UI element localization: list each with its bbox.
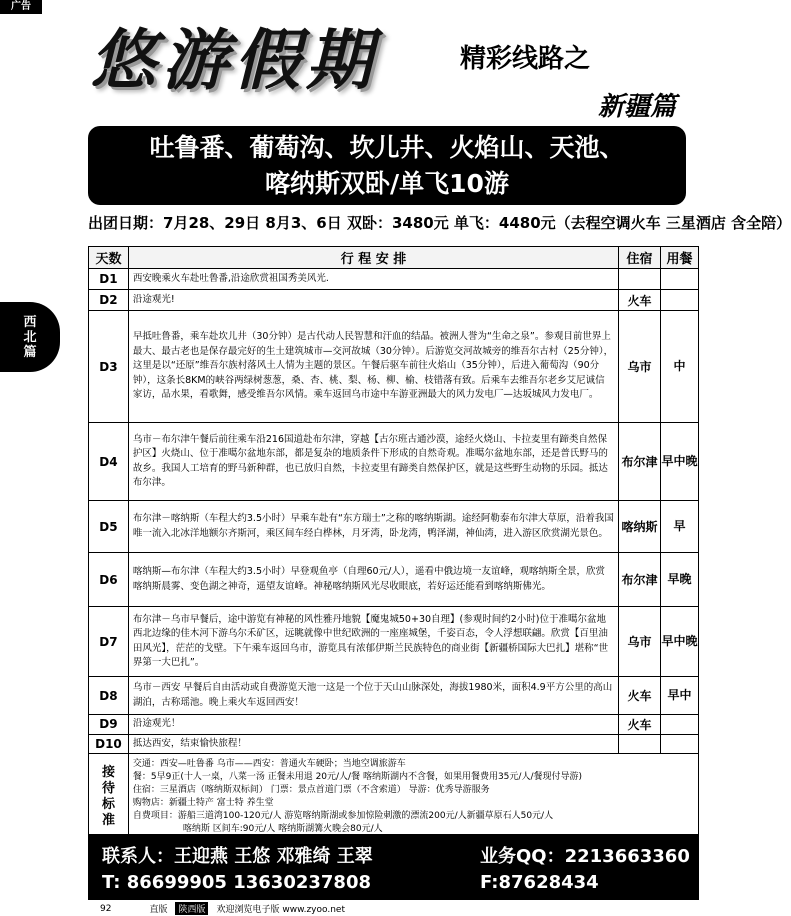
page-number: 92 xyxy=(100,903,112,914)
side-tab-char: 西 xyxy=(23,314,37,330)
meal-cell xyxy=(661,290,699,311)
stay-cell: 火车 xyxy=(619,715,661,735)
stay-cell: 乌市 xyxy=(619,311,661,423)
meal-cell: 早中晚 xyxy=(661,423,699,501)
ad-tag: 广告 xyxy=(0,0,42,14)
plan-cell: 乌市－布尔津午餐后前往乘车沿216国道赴布尔津，穿越【古尔班古通沙漠，途经火烧山、卡拉麦里有蹄类自然保护区】火烧山、位于准噶尔盆地东部，都是复杂的地质条件下形成的自然奇观。准噶尔盆地东部，还是普氏野马的故乡。我国人工培育的野马新种群，也已放归自然，卡拉麦里有蹄类自然保护区，就是这些野生动物的乐园。抵达布尔津。 xyxy=(128,423,618,501)
stay-cell: 火车 xyxy=(619,677,661,715)
meal-cell xyxy=(661,269,699,290)
meal-cell xyxy=(661,715,699,735)
table-row xyxy=(89,311,699,423)
day-cell: D6 xyxy=(89,553,129,607)
brand-region: 新疆篇 xyxy=(598,92,677,122)
footer-text: 欢迎浏览电子版 www.zyoo.net xyxy=(216,905,345,915)
header-meal: 用餐 xyxy=(661,247,699,269)
contact-people: 联系人：王迎燕 王悠 邓雅绮 王翠 xyxy=(102,846,373,867)
itinerary-table xyxy=(88,246,699,840)
route-line-2: 喀纳斯双卧/单飞10游 xyxy=(265,169,509,198)
route-banner xyxy=(88,126,686,205)
section-side-tab xyxy=(0,302,60,372)
notes-label-char: 准 xyxy=(101,812,115,828)
note-meals: 餐：5早9正(十人一桌，八菜一汤 正餐未用退 20元/人/餐 喀纳斯湖内不含餐，如果用餐费用35元/人/餐现付导游) xyxy=(132,771,582,782)
day-cell: D10 xyxy=(89,734,129,754)
contact-qq: 业务QQ：2213663360 xyxy=(480,846,690,867)
stay-cell: 布尔津 xyxy=(619,553,661,607)
stay-cell: 喀纳斯 xyxy=(619,501,661,553)
page-footer xyxy=(100,902,345,915)
notes-cell xyxy=(128,754,698,840)
contact-bar xyxy=(88,834,699,900)
meal-cell: 早中 xyxy=(661,677,699,715)
meal-cell: 早晚 xyxy=(661,553,699,607)
table-row xyxy=(89,715,699,735)
stay-cell xyxy=(619,269,661,290)
day-cell: D9 xyxy=(89,715,129,735)
table-row xyxy=(89,501,699,553)
route-line-1: 吐鲁番、葡萄沟、坎儿井、火焰山、天池、 xyxy=(149,133,625,162)
plan-cell: 早抵吐鲁番，乘车赴坎儿井（30分钟）是古代动人民智慧和汗血的结晶。被洲人誉为“生命之泉”。参观目前世界上最大、最古老也是保存最完好的生土建筑城市—交河故城（30分钟）。后游览交河故城旁的维吾尔古村（25分钟），这里是以“还原”维吾尔族村落风土人情为主题的景区。午餐后驱车前往火焰山（35分钟），后进入葡萄沟（90分钟），这条长8KM的峡谷两绿树葱葱，桑、杏、桃、梨、杨、柳、榆、枝错落有致。后乘车去维吾尔老乡艾尼诚信家访，品水果，看歌舞，感受维吾尔风情。乘车返回乌市途中车游亚洲最大的风力发电厂—达坂城风力发电厂。 xyxy=(128,311,618,423)
day-cell: D1 xyxy=(89,269,129,290)
brand-title: 悠游假期 xyxy=(90,21,378,99)
note-optional-cont: 喀纳斯 区间车:90元/人 喀纳斯湖篝火晚会80元/人 xyxy=(182,823,383,834)
notes-label-char: 接 xyxy=(101,764,115,780)
footer-badge: 陕西版 xyxy=(175,902,208,915)
table-row xyxy=(89,423,699,501)
plan-cell: 抵达西安，结束愉快旅程！ xyxy=(128,734,618,754)
day-cell: D7 xyxy=(89,607,129,677)
meal-cell: 早 xyxy=(661,501,699,553)
table-header-row xyxy=(89,247,699,269)
stay-cell: 火车 xyxy=(619,290,661,311)
reception-standard-row xyxy=(89,754,699,840)
table-row xyxy=(89,290,699,311)
stay-cell: 乌市 xyxy=(619,607,661,677)
table-row xyxy=(89,734,699,754)
header-plan: 行 程 安 排 xyxy=(128,247,618,269)
table-row xyxy=(89,269,699,290)
plan-cell: 沿途观光！ xyxy=(128,715,618,735)
table-row xyxy=(89,553,699,607)
brand-subtitle: 精彩线路之 xyxy=(460,44,591,74)
notes-label-char: 标 xyxy=(101,796,115,812)
side-tab-char: 北 xyxy=(23,329,37,345)
plan-cell: 布尔津－喀纳斯（车程大约3.5小时）早乘车赴有“东方瑞士”之称的喀纳斯湖。途经阿勒泰布尔津大草原，沿着我国唯一流入北冰洋地额尔齐斯河，乘区间车经白桦林，月牙湾，卧龙湾，鸭泽湖，神仙湾，进入游区欣赏湖光景色。 xyxy=(128,501,618,553)
notes-label-char: 待 xyxy=(101,780,115,796)
day-cell: D4 xyxy=(89,423,129,501)
header-day: 天数 xyxy=(89,247,129,269)
note-hotel: 住宿：三星酒店（喀纳斯双标间） 门票：景点首道门票（不含索道） 导游：优秀导游服务 xyxy=(132,784,490,795)
notes-label-cell xyxy=(89,754,129,840)
side-tab-char: 篇 xyxy=(23,344,37,360)
plan-cell: 西安晚乘火车赴吐鲁番,沿途欣赏祖国秀美风光. xyxy=(128,269,618,290)
departure-info: 出团日期：7月28、29日 8月3、6日 双卧：3480元 单飞：4480元（去程空调火车 三星酒店 含全陪） xyxy=(88,214,791,232)
note-transport: 交通：西安—吐鲁番 乌市——西安：普通火车硬卧；当地空调旅游车 xyxy=(132,758,406,769)
meal-cell: 中 xyxy=(661,311,699,423)
contact-phone: T: 86699905 13630237808 xyxy=(102,872,371,893)
note-optional: 自费项目：游船三道湾100-120元/人 游览喀纳斯湖或参加惊险刺激的漂流200元/人新疆草原石人50元/人 xyxy=(132,810,554,821)
day-cell: D5 xyxy=(89,501,129,553)
day-cell: D3 xyxy=(89,311,129,423)
meal-cell: 早中晚 xyxy=(661,607,699,677)
header-stay: 住宿 xyxy=(619,247,661,269)
plan-cell: 喀纳斯—布尔津（车程大约3.5小时）早登观鱼亭（自理60元/人），遥看中俄边境一友谊峰，观喀纳斯全景，欣赏喀纳斯晨雾、变色湖之神奇，遥望友谊峰。神秘喀纳斯风光尽收眼底，若好运还能看到喀纳斯佛光。 xyxy=(128,553,618,607)
stay-cell xyxy=(619,734,661,754)
day-cell: D2 xyxy=(89,290,129,311)
contact-fax: F:87628434 xyxy=(480,872,599,893)
plan-cell: 乌市－西安 早餐后自由活动或自费游览天池一这是一个位于天山山脉深处，海拔1980米，面积4.9平方公里的高山湖泊，古称瑶池。晚上乘火车返回西安！ xyxy=(128,677,618,715)
day-cell: D8 xyxy=(89,677,129,715)
note-shopping: 购物店：新疆土特产 富士特 养生堂 xyxy=(132,797,274,808)
stay-cell: 布尔津 xyxy=(619,423,661,501)
plan-cell: 沿途观光! xyxy=(128,290,618,311)
table-row xyxy=(89,607,699,677)
footer-edition: 直版 xyxy=(149,905,168,915)
table-row xyxy=(89,677,699,715)
plan-cell: 布尔津－乌市早餐后，途中游览有神秘的风性雅丹地貌【魔鬼城50+30自理】(参观时间约2小时)位于准噶尔盆地西北边缘的佳木河下游乌尔禾矿区，远眺就像中世纪欧洲的一座座城堡，千姿百态，令人浮想联翩。欣赏【百里油田风光】，茫茫的戈壁。下午乘车返回乌市，游览具有浓郁伊斯兰民族特色的商业街【新疆桥国际大巴扎】堪称“世界第一大巴扎”。 xyxy=(128,607,618,677)
meal-cell xyxy=(661,734,699,754)
